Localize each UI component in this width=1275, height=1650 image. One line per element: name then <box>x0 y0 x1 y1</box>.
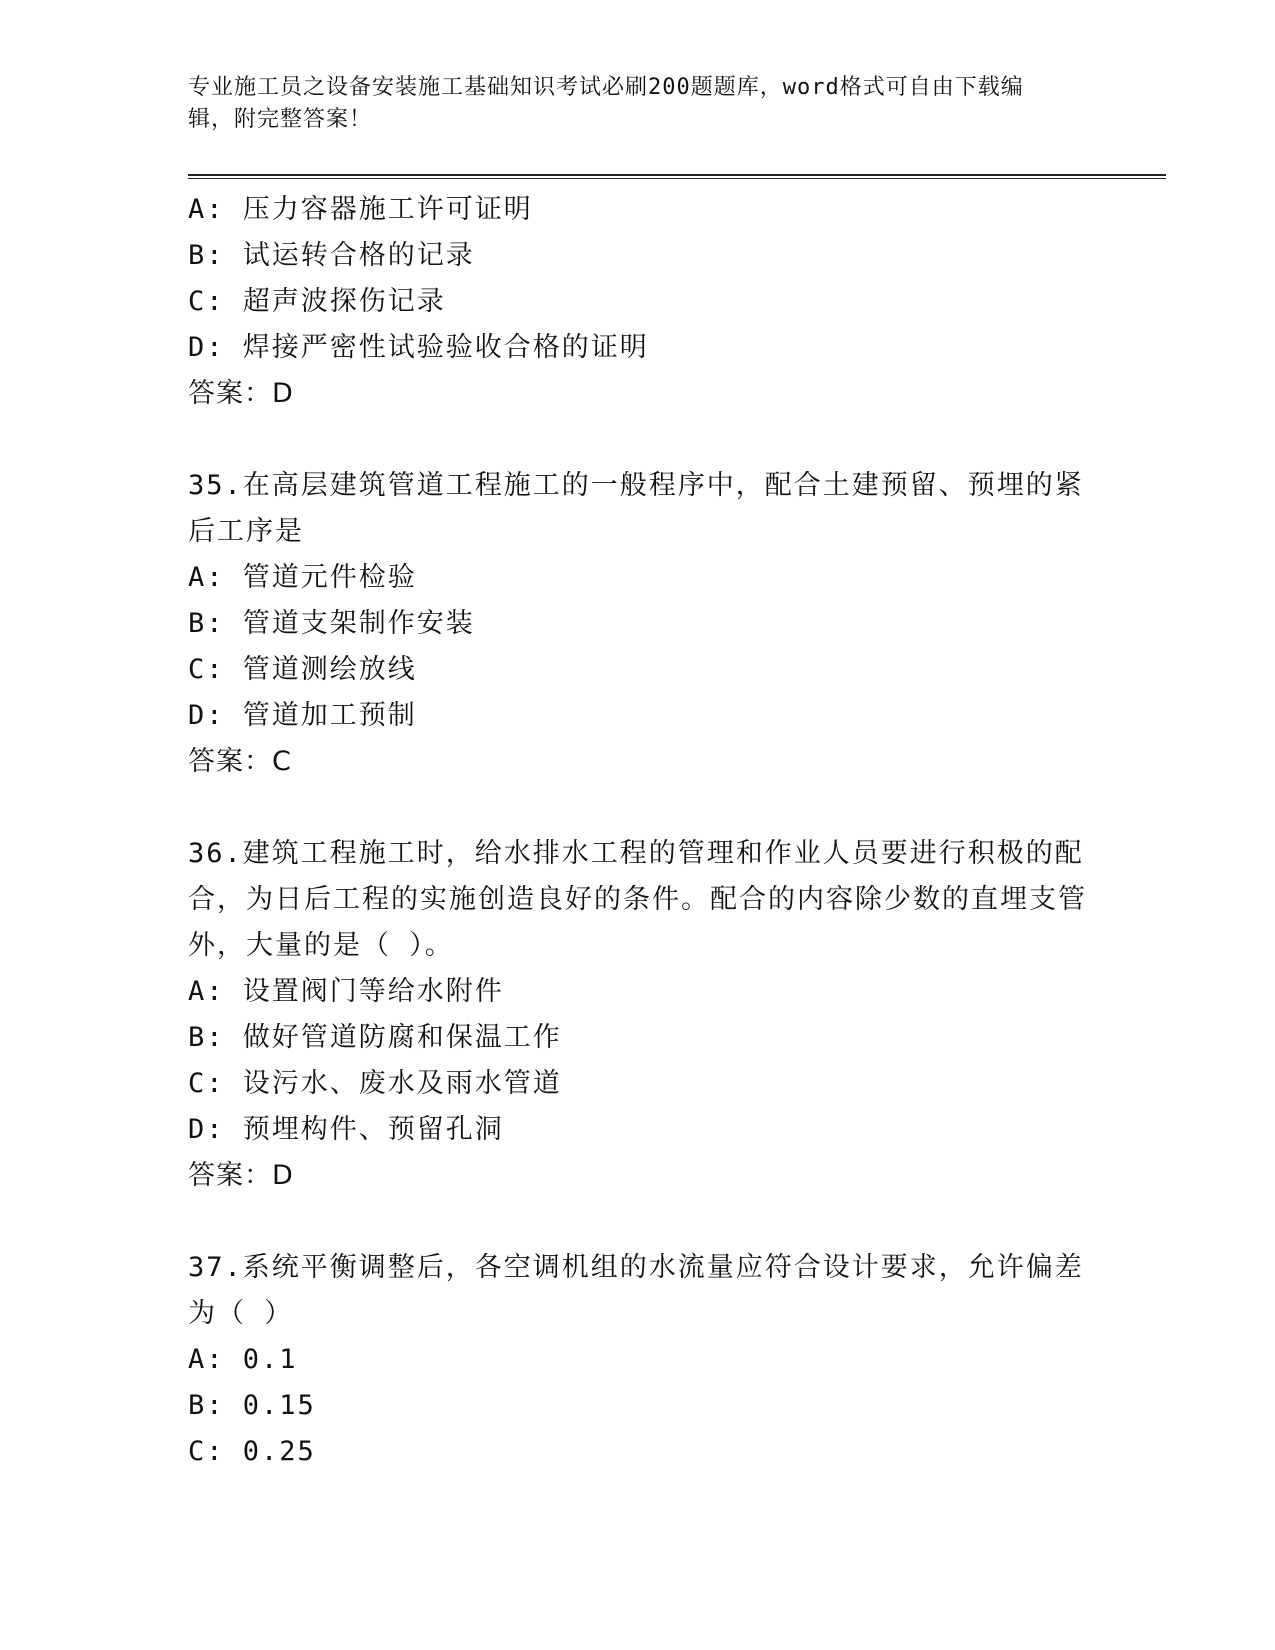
option-c: C: 管道测绘放线 <box>188 654 417 685</box>
option-b: B: 试运转合格的记录 <box>188 240 475 271</box>
answer-line: 答案：D <box>188 1160 294 1191</box>
question-35 <box>188 463 1168 785</box>
option-d: D: 焊接严密性试验验收合格的证明 <box>188 332 649 363</box>
option-d: D: 管道加工预制 <box>188 700 417 731</box>
question-list <box>188 187 1168 1475</box>
option-a: A: 压力容器施工许可证明 <box>188 194 533 225</box>
option-b: B: 做好管道防腐和保温工作 <box>188 1022 562 1053</box>
question-34 <box>188 187 1168 417</box>
option-d: D: 预埋构件、预留孔洞 <box>188 1114 504 1145</box>
option-a: A: 设置阀门等给水附件 <box>188 976 504 1007</box>
question-stem: 36.建筑工程施工时，给水排水工程的管理和作业人员要进行积极的配合，为日后工程的实施创造良好的条件。配合的内容除少数的直埋支管外，大量的是（ ）。 <box>188 838 1087 961</box>
option-a: A: 0.1 <box>188 1344 298 1375</box>
option-c: C: 0.25 <box>188 1436 316 1467</box>
document-page <box>188 72 1168 1475</box>
question-stem: 37.系统平衡调整后，各空调机组的水流量应符合设计要求，允许偏差为（ ） <box>188 1252 1084 1329</box>
option-a: A: 管道元件检验 <box>188 562 417 593</box>
option-b: B: 管道支架制作安装 <box>188 608 475 639</box>
question-36 <box>188 831 1168 1199</box>
document-header: 专业施工员之设备安装施工基础知识考试必刷200题题库，word格式可自由下载编辑，附完整答案！ <box>188 75 1024 132</box>
answer-line: 答案：C <box>188 746 292 777</box>
option-c: C: 设污水、废水及雨水管道 <box>188 1068 562 1099</box>
option-b: B: 0.15 <box>188 1390 316 1421</box>
question-stem: 35.在高层建筑管道工程施工的一般程序中，配合土建预留、预埋的紧后工序是 <box>188 470 1084 547</box>
answer-line: 答案：D <box>188 378 294 409</box>
option-c: C: 超声波探伤记录 <box>188 286 446 317</box>
question-37 <box>188 1245 1168 1475</box>
header-divider <box>188 174 1166 179</box>
